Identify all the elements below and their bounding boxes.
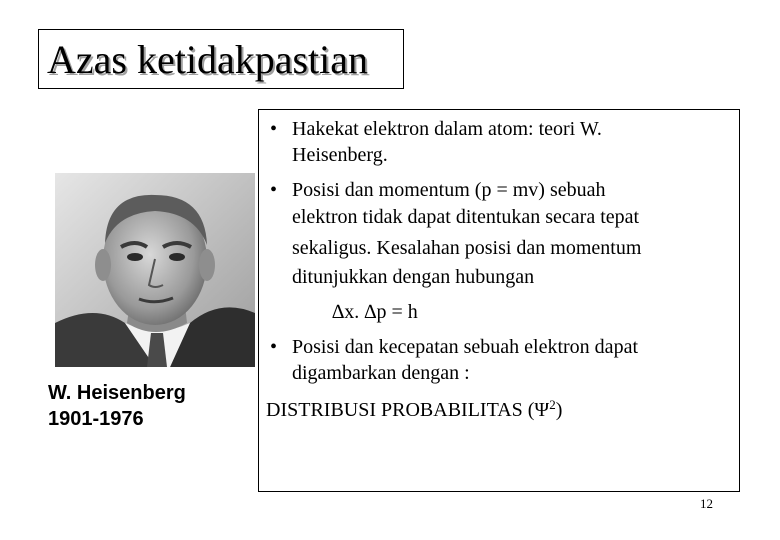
bullet-3-line-2: digambarkan dengan : [292,362,470,384]
psi-exponent: 2 [549,397,556,412]
bullet-2-line-2: elektron tidak dapat ditentukan secara tepat [292,206,640,228]
heisenberg-portrait [55,173,255,367]
bullet-1-line-2: Heisenberg. [292,144,388,166]
distribution-line [266,397,562,423]
uncertainty-formula: ∆x. ∆p = h [332,301,418,323]
bullet-3-line-1: Posisi dan kecepatan sebuah elektron dapat [292,336,638,358]
distribution-suffix: ) [555,399,563,421]
bullet-2-line-4: ditunjukkan dengan hubungan [292,266,535,288]
slide-title: Azas ketidakpastian [47,37,368,82]
bullet-mark: • [270,336,278,358]
caption-name: W. Heisenberg [48,382,186,404]
bullet-1-line-1: Hakekat elektron dalam atom: teori W. [292,118,602,140]
bullet-mark: • [270,179,278,201]
psi-symbol: Ψ [534,399,550,421]
bullet-2-line-1: Posisi dan momentum (p = mv) sebuah [292,179,606,201]
portrait-caption [48,380,186,432]
title-box [38,29,404,89]
bullet-mark: • [270,118,278,140]
distribution-prefix: DISTRIBUSI PROBABILITAS ( [266,399,535,421]
caption-years: 1901-1976 [48,408,144,430]
portrait-image [55,173,255,367]
bullet-2-line-3: sekaligus. Kesalahan posisi dan momentum [292,237,642,259]
page-number: 12 [700,496,713,511]
